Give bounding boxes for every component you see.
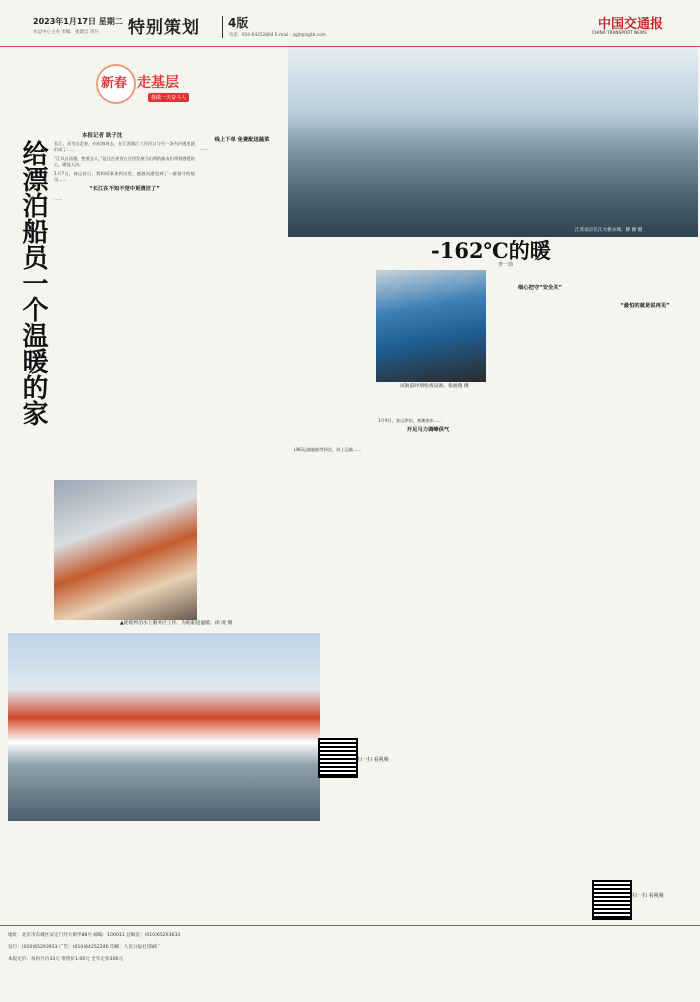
article-column-4 [378,418,478,788]
newspaper-logo-en: CHINA TRANSPORT NEWS [592,31,647,36]
photo-crew-member [376,270,486,382]
footer-line: 发行：(010)65293933 广告：(010)64252246 印刷：人民日报社印刷厂 [8,945,161,950]
qr-code[interactable] [318,738,358,778]
newspaper-logo: 中国交通报 [598,17,664,32]
qr-caption: 扫一扫 看视频 [357,757,389,763]
article-column-1 [54,141,195,476]
badge-xin: 新春 [101,76,128,91]
paragraph: …… [200,146,209,152]
photo-crew-workers [54,480,197,620]
main-headline: -162℃的暖 [431,238,551,263]
article-column-6 [596,300,694,900]
photo-lng-ship [288,47,698,237]
subhead: 细心把守“安全关” [517,285,563,291]
article-column-2 [200,134,284,624]
subhead: 线上下单 免费配送蔬菜 [214,137,270,143]
badge-title: 走基层 [137,75,179,91]
article-column-3 [294,447,374,757]
paragraph: 长江，从雪山走来，向东海奔去，在江苏镇江六圩河口与另一条内河遇见就形成了…… [54,141,195,153]
article-byline: 李一沛 [498,262,514,268]
paragraph: 1月9日，春运伊始，寒潮袭来…… [378,418,442,423]
paragraph: LNG运输船舶等到达，海上运输…… [294,447,362,452]
subhead: 开足马力调峰供气 [406,427,450,434]
issue-date: 2023年1月17日 星期二 [33,17,123,26]
footer-line: 本报定价：每份月价33元 零售价1.00元 全年定价300元 [8,957,124,962]
paragraph: “江风自清越，想要去人，”是这在驶晋在这里发展当出两的船友们带着感恩的心，暖流入冷。 [54,155,195,168]
section-title: 特别策划 [128,18,200,38]
subhead: “长江在不知不觉中更清洁了” [89,186,160,193]
photo-caption: 江苏南京长江大桥水域。滕 刚 摄 [575,228,643,233]
photo-caption: ▲轮船停泊水上服务区工作。为船舶送温暖。徐 凌 摄 [120,621,233,626]
qr-caption: 扫一扫 看视频 [632,893,664,899]
subhead: “最怕的就是说再见” [620,303,670,309]
article-byline: 本报记者 耿子沈 [82,133,123,139]
paragraph: …… [54,195,63,201]
contact-line: 电话：010-64252864 E-mail：zgjt@zgjtb.com [229,33,326,38]
editor-line: 水运中心主办 责编：张建忠 审片 [33,30,99,35]
badge-subtitle: 我做一天奋斗人 [148,93,189,102]
footer-line: 地址：北京市东城区安定门外大街甲88号 邮编：100011 总编室：(010)65293633 [8,933,181,938]
photo-caption: 试航前时刻检查设备。张福燕 摄 [400,384,469,389]
qr-code[interactable] [592,880,632,920]
header-divider [222,16,223,38]
photo-river-service-area [8,633,320,821]
paragraph: 1月7日，春运首日，我和同事来到这里，感激而感见到了一群值守的船员…… [54,170,195,183]
edition-number: 4版 [228,16,249,30]
article-column-5 [490,282,590,672]
vertical-headline: 给漂泊船员一个温暖的家 [18,140,48,426]
